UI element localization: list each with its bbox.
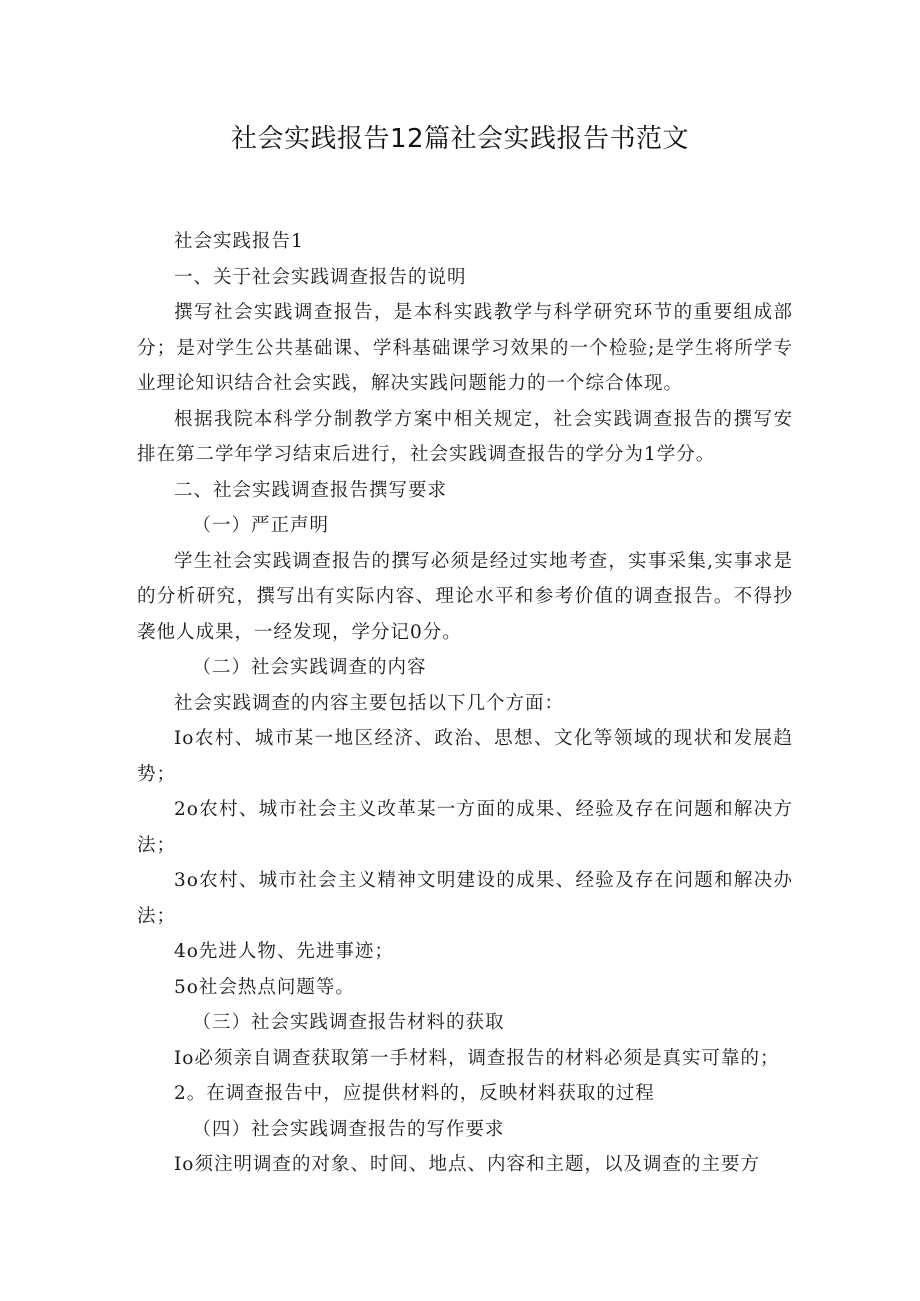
list-item: 2。在调查报告中，应提供材料的，反映材料获取的过程 bbox=[174, 1083, 655, 1104]
subsection-heading: （三）社会实践调查报告材料的获取 bbox=[192, 1012, 505, 1033]
list-item: 4o先进人物、先进事迹； bbox=[174, 941, 394, 962]
section-heading-2: 二、社会实践调查报告撰写要求 bbox=[174, 479, 448, 501]
paragraph: 撰写社会实践调查报告，是本科实践教学与科学研究环节的重要组成部分；是对学生公共基础课、学科基础课学习效果的一个检验;是学生将所学专业理论知识结合社会实践，解决实践问题能力的一个综合体现。 bbox=[137, 302, 793, 394]
document-title: 社会实践报告12篇社会实践报告书范文 bbox=[230, 124, 690, 154]
list-item: 2o农村、城市社会主义改革某一方面的成果、经验及存在问题和解决方法； bbox=[137, 799, 793, 856]
subsection-heading: （一）严正声明 bbox=[192, 515, 330, 536]
paragraph: 根据我院本科学分制教学方案中相关规定，社会实践调查报告的撰写安排在第二学年学习结束后进行，社会实践调查报告的学分为1学分。 bbox=[137, 408, 793, 465]
paragraph-report-heading: 社会实践报告1 bbox=[174, 231, 304, 252]
list-item: 3o农村、城市社会主义精神文明建设的成果、经验及存在问题和解决办法； bbox=[137, 870, 793, 927]
document-body bbox=[137, 224, 793, 1183]
subsection-heading: （二）社会实践调查的内容 bbox=[192, 657, 427, 678]
list-item: Io须注明调查的对象、时间、地点、内容和主题，以及调查的主要方 bbox=[174, 1154, 760, 1175]
list-item: 5o社会热点问题等。 bbox=[174, 976, 355, 998]
list-item: Io必须亲自调查获取第一手材料，调查报告的材料必须是真实可靠的； bbox=[174, 1047, 780, 1069]
list-item: Io农村、城市某一地区经济、政治、思想、文化等领域的现状和发展趋势； bbox=[137, 728, 793, 785]
paragraph: 社会实践调查的内容主要包括以下几个方面： bbox=[174, 692, 565, 714]
paragraph: 学生社会实践调查报告的撰写必须是经过实地考查，实事采集,实事求是的分析研究，撰写出有实际内容、理论水平和参考价值的调查报告。不得抄袭他人成果，一经发现，学分记0分。 bbox=[137, 550, 793, 643]
subsection-heading: （四）社会实践调查报告的写作要求 bbox=[192, 1118, 505, 1140]
section-heading-1: 一、关于社会实践调查报告的说明 bbox=[174, 266, 467, 288]
